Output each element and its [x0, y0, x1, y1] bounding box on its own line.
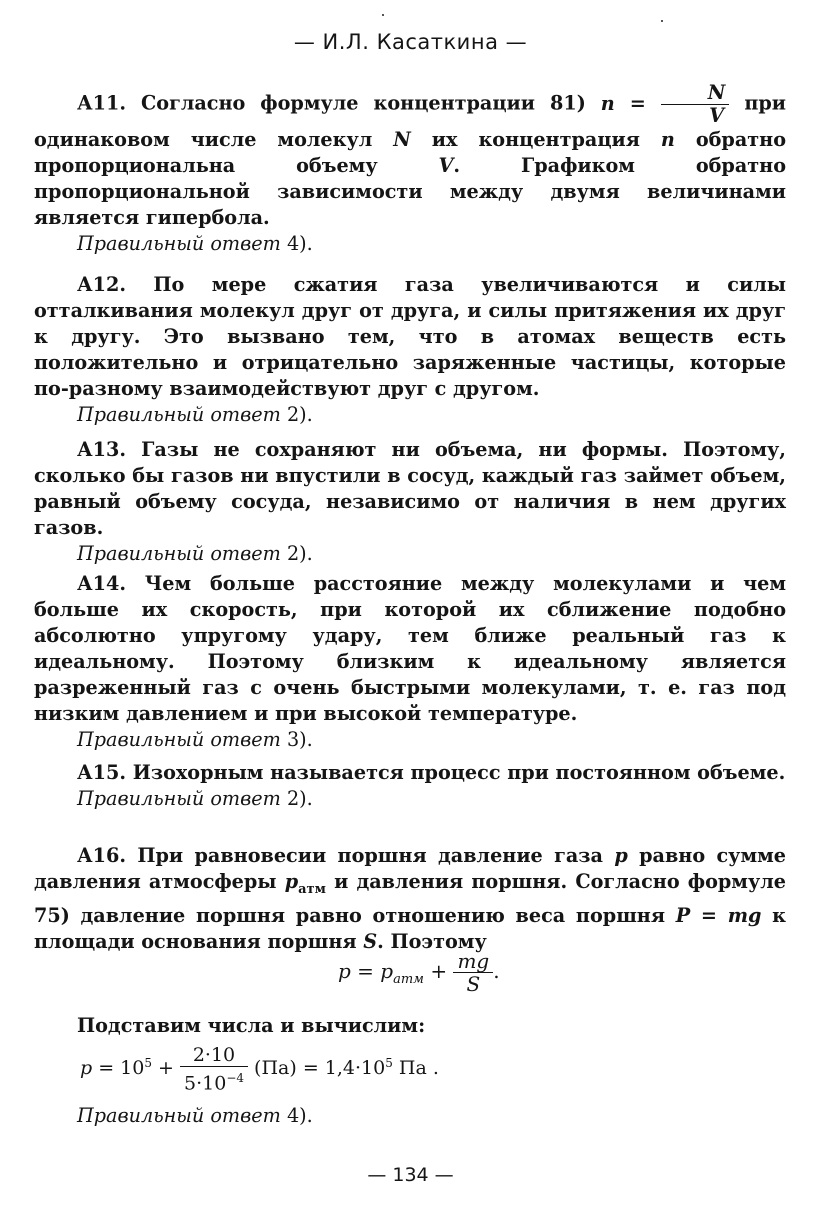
problem-a14	[34, 571, 786, 753]
a13-text: А13. Газы не сохраняют ни объема, ни формы. Поэтому, сколько бы газов ни впустили в сосуд, каждый газ займет объем, равный объему сосуда, независимо от наличия в нем других газов.	[34, 438, 786, 539]
scan-speck	[661, 20, 663, 22]
scan-speck	[382, 14, 384, 16]
fraction-numeric: $\frac{2\cdot 10}{5\cdot 10^{-4}}$	[180, 1044, 248, 1094]
problem-a11	[34, 82, 786, 257]
a11-text: А11. Согласно формуле концентрации 81) n = $\frac{N}{V}$ при одинаковом числе молекул N их концентрация n обратно пропорциональна объему V. Графиком обратно пропорциональной зависимости между двумя величинами является гипербола.	[34, 81, 787, 229]
a12-text: А12. По мере сжатия газа увеличиваются и силы отталкивания молекул друг от друга, и силы притяжения их друг к другу. Это вызвано тем, что в атомах веществ есть положительно и отрицательно заряженные частицы, которые по-разному взаимодействуют друг с другом.	[34, 273, 786, 400]
fraction-n-over-v: $\frac{N}{V}$	[661, 82, 730, 127]
a16-answer-block	[34, 1103, 786, 1129]
a12-answer: Правильный ответ 2).	[77, 403, 313, 426]
running-header: — И.Л. Касаткина —	[293, 30, 528, 54]
a16-answer: Правильный ответ 4).	[77, 1104, 313, 1127]
a14-text: А14. Чем больше расстояние между молекулами и чем больше их скорость, при которой их сближение подобно абсолютно упругому удару, тем ближе реальный газ к идеальному. Поэтому близким к идеальному является разреженный газ с очень быстрыми молекулами, т. е. газ под низким давлением и при высокой температуре.	[34, 572, 786, 725]
a11-answer: Правильный ответ 4).	[77, 232, 313, 255]
formula-pressure-balance: $p = p_{атм}$ + $\frac{mg}{S}$ .	[338, 949, 500, 996]
a16-text: А16. При равновесии поршня давление газа p равно сумме давления атмосферы $p_{атм}$ и давления поршня. Согласно формуле 75) давление поршня равно отношению веса поршня P = mg к площади основания поршня S. Поэтому	[34, 844, 786, 953]
fraction-mg-over-s: $\frac{mg}{S}$	[453, 950, 493, 995]
formula-numeric: $p = 10^5$ + $\frac{2\cdot 10}{5\cdot 10^{-4}}$ $(Па) = 1,4\cdot 10^5$ Па .	[80, 1044, 439, 1095]
problem-a16	[34, 843, 786, 955]
problem-a13	[34, 437, 786, 567]
a14-answer: Правильный ответ 3).	[77, 728, 313, 751]
a15-answer: Правильный ответ 2).	[77, 787, 313, 810]
substitution-line: Подставим числа и вычислим:	[77, 1014, 426, 1037]
problem-a15	[34, 760, 786, 812]
a13-answer: Правильный ответ 2).	[77, 542, 313, 565]
problem-a12	[34, 272, 786, 428]
a15-text: А15. Изохорным называется процесс при постоянном объеме.	[77, 761, 786, 784]
page-number: — 134 —	[367, 1164, 454, 1186]
